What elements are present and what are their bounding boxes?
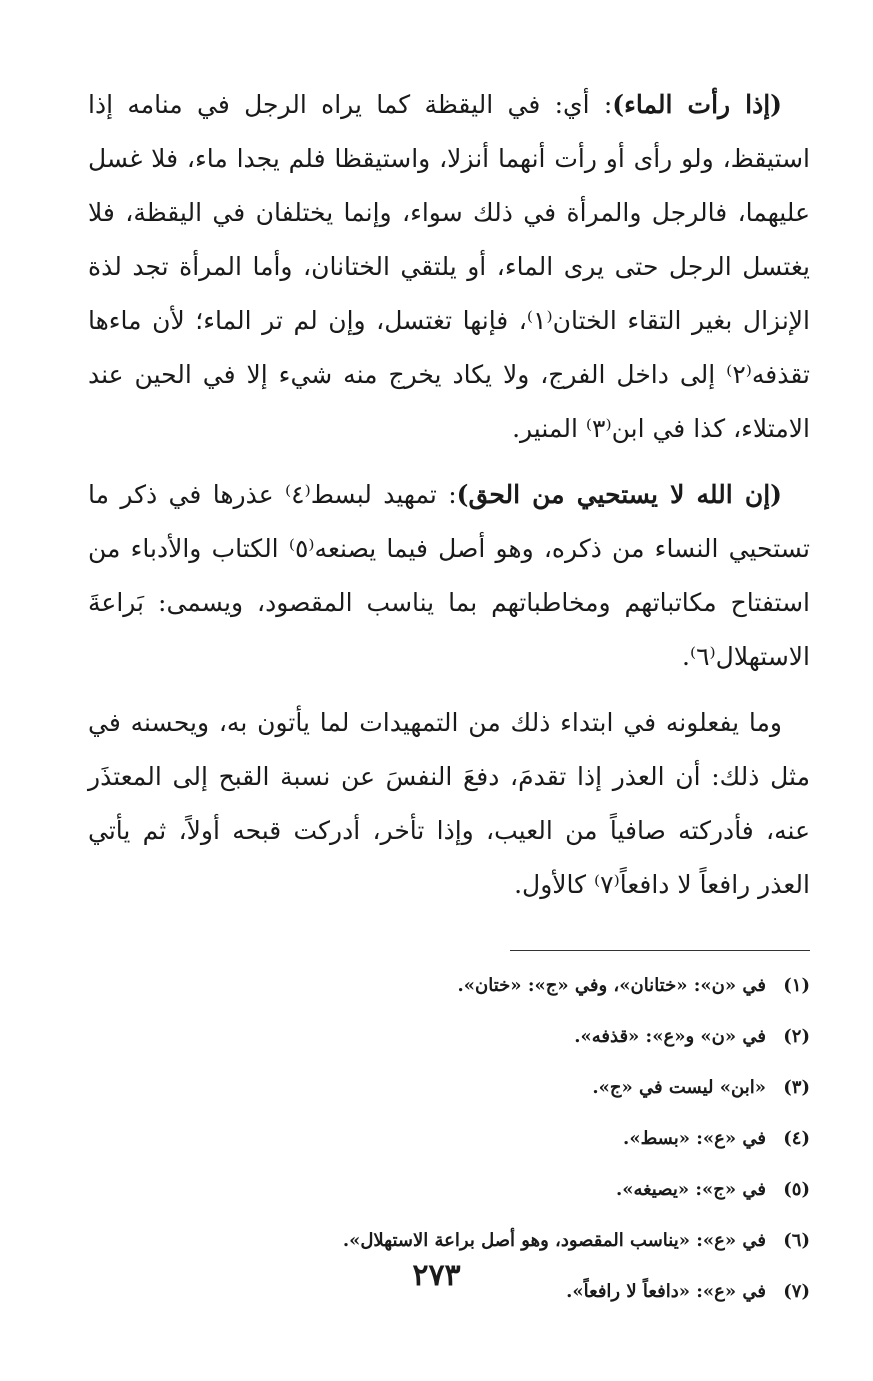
paragraph-2 bbox=[88, 468, 810, 684]
phrase-separator: : bbox=[436, 480, 457, 509]
paragraph-text: تمهيد لبسط⁽٤⁾ عذرها في ذكر ما تستحيي النساء من ذكره، وهو أصل فيما يصنعه⁽٥⁾ الكتاب والأدباء من استفتاح مكاتباتهم ومخاطباتهم بما يناسب المقصود، ويسمى: بَراعةَ الاستهلال⁽٦⁾. bbox=[88, 480, 810, 671]
footnote-separator bbox=[510, 950, 810, 951]
footnote-number: (٤) bbox=[783, 1128, 810, 1149]
footnote-text: في «ن»: «ختانان»، وفي «ج»: «ختان». bbox=[457, 975, 766, 996]
footnote-item bbox=[88, 1075, 810, 1101]
footnote-item bbox=[88, 1126, 810, 1152]
paragraph-text: وما يفعلونه في ابتداء ذلك من التمهيدات لما يأتون به، ويحسنه في مثل ذلك: أن العذر إذا تقدمَ، دفعَ النفسَ عن نسبة القبح إلى المعتذَر عنه، فأدركته صافياً من العيب، وإذا تأخر، أدركت قبحه أولاً، ثم يأتي العذر رافعاً لا دافعاً⁽٧⁾ كالأول. bbox=[88, 708, 810, 899]
footnote-item bbox=[88, 1228, 810, 1254]
paragraph-3 bbox=[88, 696, 810, 912]
phrase-separator: : bbox=[589, 90, 613, 119]
footnote-number: (٧) bbox=[783, 1281, 810, 1302]
footnote-text: في «ع»: «دافعاً لا رافعاً». bbox=[566, 1281, 766, 1302]
footnote-number: (٦) bbox=[783, 1230, 810, 1251]
footnote-number: (٢) bbox=[783, 1026, 810, 1047]
footnote-item bbox=[88, 1177, 810, 1203]
page-number: ٢٧٣ bbox=[412, 1258, 461, 1293]
footnote-number: (٣) bbox=[783, 1077, 810, 1098]
footnotes-list bbox=[88, 973, 810, 1305]
footnote-number: (٥) bbox=[783, 1179, 810, 1200]
footnote-text: في «ن» و«ع»: «قذفه». bbox=[574, 1026, 766, 1047]
footnote-item bbox=[88, 973, 810, 999]
footnote-text: في «ج»: «يصيغه». bbox=[615, 1179, 766, 1200]
footnote-text: «ابن» ليست في «ج». bbox=[592, 1077, 766, 1098]
page-body bbox=[88, 78, 810, 1330]
paragraph-1 bbox=[88, 78, 810, 456]
quoted-phrase: (إن الله لا يستحيي من الحق) bbox=[456, 480, 782, 509]
footnote-number: (١) bbox=[783, 975, 810, 996]
footnote-item bbox=[88, 1024, 810, 1050]
quoted-phrase: (إذا رأت الماء) bbox=[612, 90, 782, 119]
paragraph-text: أي: في اليقظة كما يراه الرجل في منامه إذا استيقظ، ولو رأى أو رأت أنهما أنزلا، واستيقظا فلم يجدا ماء، فلا غسل عليهما، فالرجل والمرأة في ذلك سواء، وإنما يختلفان في اليقظة، فلا يغتسل الرجل حتى يرى الماء، أو يلتقي الختانان، وأما المرأة تجد لذة الإنزال بغير التقاء الختان⁽١⁾، فإنها تغتسل، وإن لم تر الماء؛ لأن ماءها تقذفه⁽٢⁾ إلى داخل الفرج، ولا يكاد يخرج منه شيء إلا في الحين عند الامتلاء، كذا في ابن⁽٣⁾ المنير. bbox=[88, 90, 811, 443]
footnote-text: في «ع»: «يناسب المقصود، وهو أصل براعة الاستهلال». bbox=[342, 1230, 766, 1251]
footnote-text: في «ع»: «بسط». bbox=[623, 1128, 766, 1149]
